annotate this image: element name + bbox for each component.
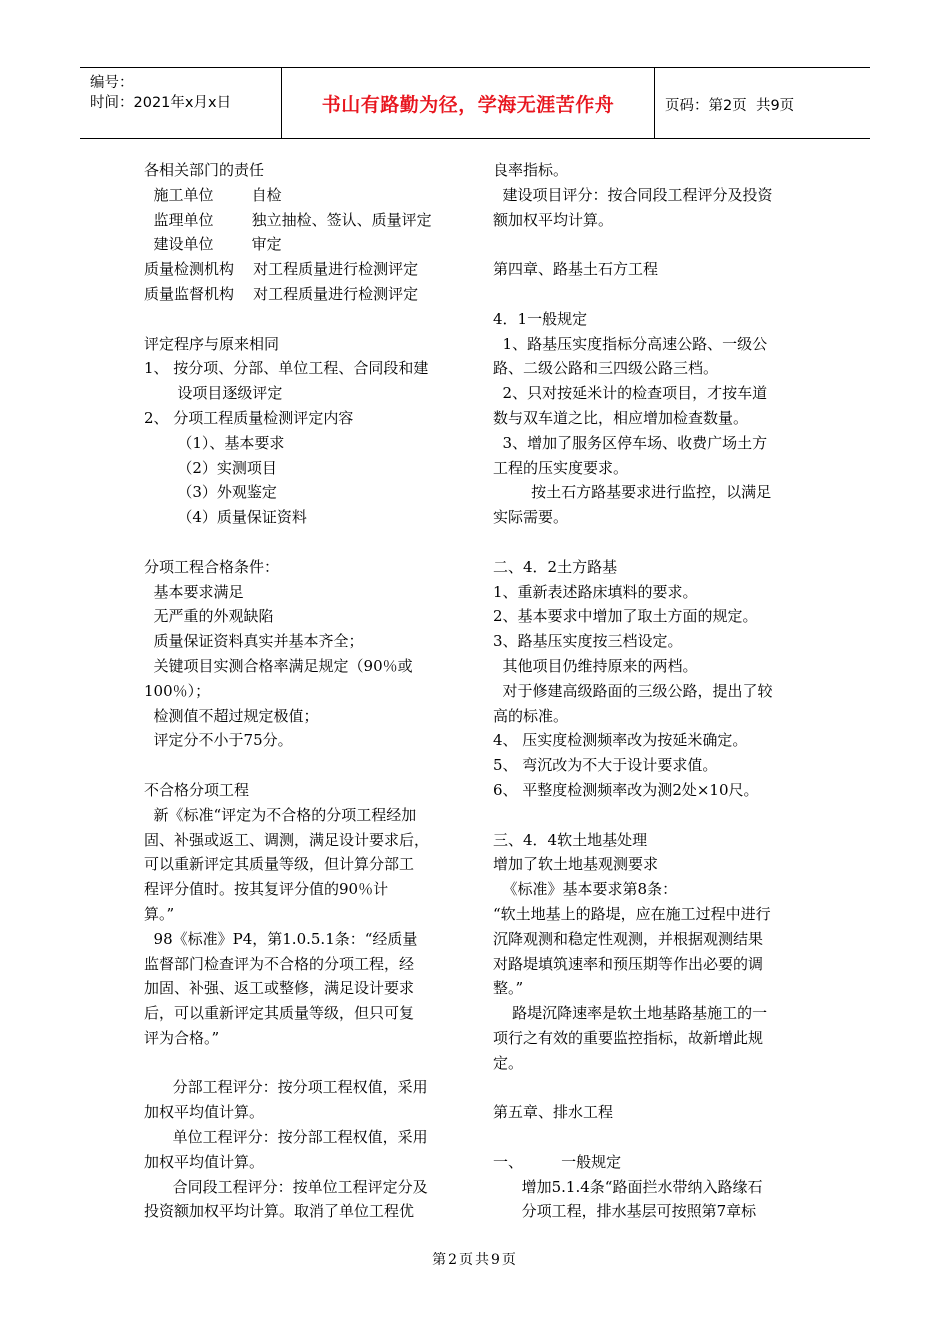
text-line: 质量检测机构 对工程质量进行检测评定 <box>144 260 419 279</box>
text-line: 100％）； <box>144 681 211 700</box>
text-line: 沉降观测和稳定性观测，并根据观测结果 <box>493 929 764 948</box>
text-line: 一、 一般规定 <box>493 1152 622 1171</box>
text-line: （3）外观鉴定 <box>144 483 277 502</box>
text-line: 6、 平整度检测频率改为测2处×10尺。 <box>493 780 759 799</box>
text-line: 对于修建高级路面的三级公路，提出了较 <box>493 681 773 700</box>
text-line: 加固、补强、返工或整修，满足设计要求 <box>144 979 415 998</box>
text-line: 3、增加了服务区停车场、收费广场土方 <box>493 433 768 452</box>
text-line: 评定分不小于75分。 <box>144 731 293 750</box>
text-line: 路、二级公路和三四级公路三档。 <box>493 359 719 378</box>
text-line: 算。” <box>144 904 175 923</box>
text-line: 固、补强或返工、调测，满足设计要求后， <box>144 830 430 849</box>
text-line: 2、基本要求中增加了取土方面的规定。 <box>493 607 758 626</box>
text-line: 质量保证资料真实并基本齐全； <box>144 632 364 651</box>
text-line <box>493 530 811 555</box>
text-line: 可以重新评定其质量等级，但计算分部工 <box>144 855 415 874</box>
text-line: 高的标准。 <box>493 706 569 725</box>
text-line: 加权平均值计算。 <box>144 1103 265 1122</box>
text-line <box>144 307 462 332</box>
text-line: （4）质量保证资料 <box>144 508 307 527</box>
text-line: 增加了软土地基观测要求 <box>493 855 659 874</box>
text-line: 对路堤填筑速率和预压期等作出必要的调 <box>493 954 764 973</box>
text-line: 1、 按分项、分部、单位工程、合同段和建 <box>144 359 429 378</box>
header-divider <box>654 68 655 138</box>
text-line: 1、路基压实度指标分高速公路、一级公 <box>493 334 768 353</box>
text-line: 合同段工程评分：按单位工程评定分及 <box>144 1177 428 1196</box>
text-line: 检测值不超过规定极值； <box>144 706 319 725</box>
header-motto: 书山有路勤为径，学海无涯苦作舟 <box>321 94 615 116</box>
text-line: 路堤沉降速率是软土地基路基施工的一 <box>493 1004 768 1023</box>
text-line <box>493 1125 811 1150</box>
text-line: 三、4．4软土地基处理 <box>493 830 648 849</box>
text-line <box>144 530 462 555</box>
text-line <box>144 753 462 778</box>
text-line: 评为合格。” <box>144 1028 220 1047</box>
text-line: 2、只对按延米计的检查项目，才按车道 <box>493 384 768 403</box>
text-line: 第五章、排水工程 <box>493 1103 614 1122</box>
text-line: 工程的压实度要求。 <box>493 458 629 477</box>
text-line: 监督部门检查评为不合格的分项工程，经 <box>144 954 415 973</box>
number-label: 编号： <box>90 75 134 91</box>
text-line: 建设单位 审定 <box>144 235 282 254</box>
text-line: 建设项目评分：按合同段工程评分及投资 <box>493 185 773 204</box>
text-line: “软土地基上的路堤，应在施工过程中进行 <box>493 904 771 923</box>
text-line: 4．1一般规定 <box>493 309 588 328</box>
text-line: 分部工程评分：按分项工程权值，采用 <box>144 1078 428 1097</box>
page-info: 页码：第2页 共9页 <box>665 98 795 114</box>
text-line: 4、 压实度检测频率改为按延米确定。 <box>493 731 748 750</box>
text-line: 1、重新表述路床填料的要求。 <box>493 582 698 601</box>
text-line: 无严重的外观缺陷 <box>144 607 274 626</box>
text-line: 施工单位 自检 <box>144 185 282 204</box>
text-line: 质量监督机构 对工程质量进行检测评定 <box>144 284 419 303</box>
text-line: 单位工程评分：按分部工程权值，采用 <box>144 1128 428 1147</box>
text-line <box>493 1075 811 1100</box>
text-line: 数与双车道之比，相应增加检查数量。 <box>493 408 749 427</box>
text-line: 加权平均值计算。 <box>144 1152 265 1171</box>
text-line: 程评分值时。按其复评分值的90％计 <box>144 880 389 899</box>
text-line: 新《标准“评定为不合格的分项工程经加 <box>144 805 417 824</box>
text-line: 良率指标。 <box>493 161 569 179</box>
text-line: 分项工程合格条件： <box>144 557 280 576</box>
text-line: 额加权平均计算。 <box>493 210 614 229</box>
time-label: 时间：2021年x月x日 <box>90 95 232 111</box>
text-line: 整。” <box>493 979 524 998</box>
text-line: 《标准》基本要求第8条： <box>493 880 678 899</box>
text-line: 不合格分项工程 <box>144 780 250 799</box>
text-line: 基本要求满足 <box>144 582 244 601</box>
text-line <box>493 232 811 257</box>
text-line <box>493 282 811 307</box>
text-line: （2）实测项目 <box>144 458 277 477</box>
header-meta <box>90 73 231 113</box>
text-line: 定。 <box>493 1053 524 1072</box>
text-line: 增加5.1.4条“路面拦水带纳入路缘石 <box>493 1177 763 1196</box>
text-line <box>493 803 811 828</box>
text-line: 分项工程，排水基层可按照第7章标 <box>493 1202 757 1221</box>
text-line: （1）、基本要求 <box>144 433 285 452</box>
text-line: 3、路基压实度按三档设定。 <box>493 632 683 651</box>
text-line: 监理单位 独立抽检、签认、质量评定 <box>144 210 432 229</box>
text-line: 按土石方路基要求进行监控，以满足 <box>493 483 772 502</box>
text-line: 2、 分项工程质量检测评定内容 <box>144 408 354 427</box>
text-line: 二、4．2土方路基 <box>493 557 618 576</box>
text-line: 其他项目仍维持原来的两档。 <box>493 656 698 675</box>
left-column <box>144 158 462 1224</box>
document-header <box>80 67 870 139</box>
text-line: 各相关部门的责任 <box>144 161 265 179</box>
text-line: 项行之有效的重要监控指标，故新增此规 <box>493 1028 764 1047</box>
text-line: 第四章、路基土石方工程 <box>493 260 659 279</box>
page-footer: 第2页共9页 <box>432 1252 518 1268</box>
text-line: 实际需要。 <box>493 508 569 527</box>
text-line: 后，可以重新评定其质量等级，但只可复 <box>144 1004 415 1023</box>
right-column <box>493 158 811 1224</box>
text-line: 98《标准》P4，第1.0.5.1条：“经质量 <box>144 929 418 948</box>
text-line <box>144 1051 462 1076</box>
text-line: 投资额加权平均计算。取消了单位工程优 <box>144 1202 415 1221</box>
text-line: 设项目逐级评定 <box>144 384 283 403</box>
text-line: 关键项目实测合格率满足规定（90％或 <box>144 656 413 675</box>
text-line: 评定程序与原来相同 <box>144 334 280 353</box>
text-line: 5、 弯沉改为不大于设计要求值。 <box>493 756 718 775</box>
